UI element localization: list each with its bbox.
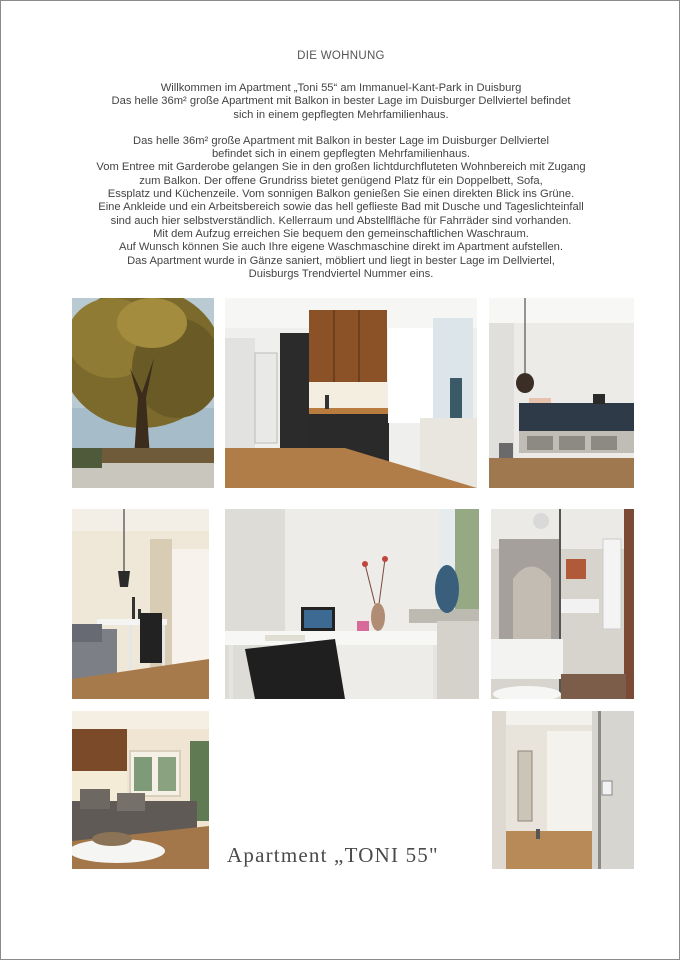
intro-line: Das helle 36m² große Apartment mit Balkon in bester Lage im Duisburger Dellviertel befindet: [111, 95, 571, 108]
description-line: Mit dem Aufzug erreichen Sie bequem den gemeinschaftlichen Waschraum.: [153, 227, 529, 240]
photo-dining-area: [72, 509, 209, 699]
description-line: Vom Entree mit Garderobe gelangen Sie in den großen lichtdurchfluteten Wohnbereich mit Zugang: [96, 161, 586, 174]
apartment-tagline: Apartment „TONI 55": [227, 843, 439, 867]
photo-living-room: [72, 711, 209, 869]
description-line: Das helle 36m² große Apartment mit Balkon in bester Lage im Duisburger Dellviertel: [133, 134, 549, 147]
intro-line: Willkommen im Apartment „Toni 55“ am Immanuel-Kant-Park in Duisburg: [160, 82, 522, 94]
intro-line: sich in einem gepflegten Mehrfamilienhaus.: [233, 108, 449, 121]
photo-bedroom: [489, 298, 634, 488]
photo-hallway: [492, 711, 634, 869]
photo-kitchen: [225, 298, 477, 488]
intro-text: [1, 82, 680, 281]
description-line: befindet sich in einem gepflegten Mehrfamilienhaus.: [211, 148, 471, 161]
photo-bathroom: [491, 509, 634, 699]
description-line: Duisburgs Trendviertel Nummer eins.: [248, 267, 434, 280]
description-line: Eine Ankleide und ein Arbeitsbereich sowie das hell geflieste Bad mit Dusche und Tageslichteinfall: [98, 201, 584, 214]
description-line: Auf Wunsch können Sie auch Ihre eigene Waschmaschine direkt im Apartment aufstellen.: [118, 241, 563, 254]
photo-workspace: [225, 509, 479, 699]
photo-tree-garden: [72, 298, 214, 488]
paragraph-gap: [1, 122, 680, 135]
description-line: sind auch hier selbstverständlich. Kellerraum und Abstellfläche für Fahrräder sind vorhanden.: [110, 214, 572, 227]
description-line: zum Balkon. Der offene Grundriss bietet genügend Platz für ein Doppelbett, Sofa,: [139, 174, 543, 187]
description-line: Das Apartment wurde in Gänze saniert, möbliert und liegt in bester Lage im Dellviertel,: [127, 254, 555, 267]
description-line: Essplatz und Küchenzeile. Vom sonnigen Balkon genießen Sie einen direkten Blick ins Grüne.: [107, 188, 575, 201]
section-heading: DIE WOHNUNG: [297, 50, 385, 62]
